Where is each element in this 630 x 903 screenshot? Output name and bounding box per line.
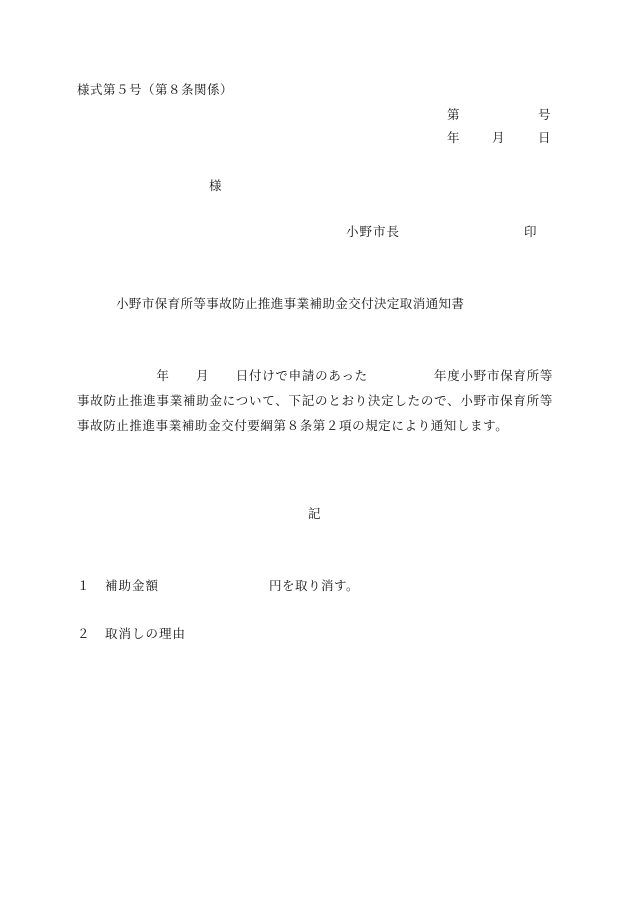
- item-2-number: ２: [77, 626, 90, 641]
- sender-title: 小野市長: [346, 224, 401, 239]
- addressee-honorific: 様: [209, 178, 222, 193]
- number-prefix: 第: [447, 107, 460, 122]
- date-month: 月: [492, 130, 505, 145]
- item-1-label: 補助金額: [105, 578, 160, 593]
- date-day: 日: [538, 130, 551, 145]
- item-1-text: 円を取り消す。: [269, 578, 360, 593]
- seal-mark: 印: [524, 224, 537, 239]
- number-suffix: 号: [538, 107, 551, 122]
- date-year: 年: [447, 130, 460, 145]
- item-2-label: 取消しの理由: [105, 626, 187, 641]
- form-label: 様式第５号（第８条関係）: [77, 82, 234, 97]
- body-paragraph: 年 月 日付けで申請のあった 年度小野市保育所等事故防止推進事業補助金について、下記のとおり決定したので、小野市保育所等事故防止推進事業補助金交付要綱第８条第２項の規定により通知します。: [77, 368, 553, 433]
- item-1-number: １: [77, 578, 90, 593]
- document-title: 小野市保育所等事故防止推進事業補助金交付決定取消通知書: [116, 296, 465, 311]
- ki-heading: 記: [308, 506, 321, 521]
